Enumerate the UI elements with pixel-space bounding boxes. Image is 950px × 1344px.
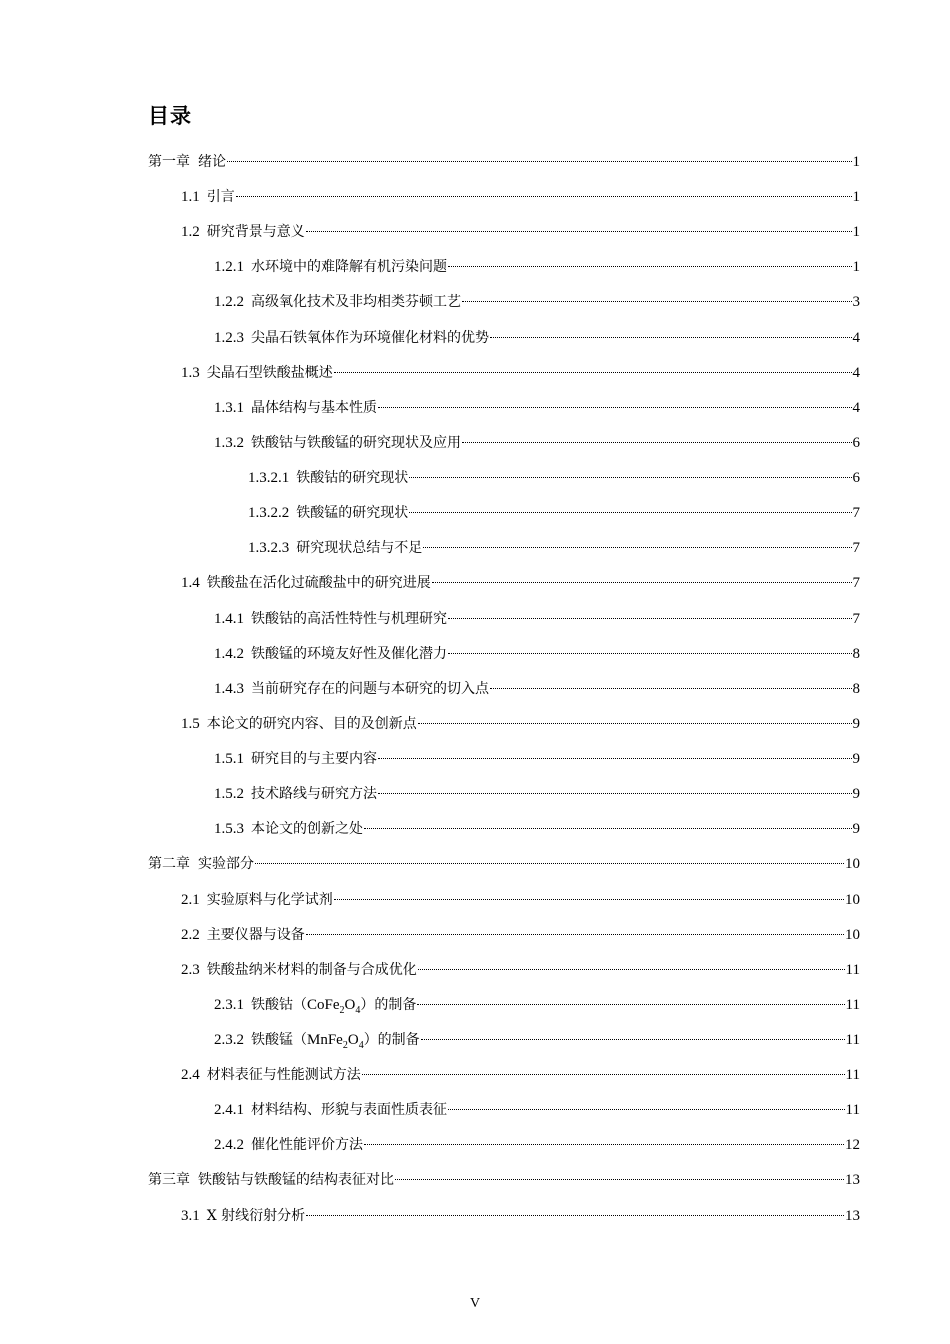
dot-leader xyxy=(334,372,852,373)
toc-entry-number: 2.3.2 xyxy=(214,1032,244,1048)
toc-entry-title: 晶体结构与基本性质 xyxy=(251,399,377,416)
toc-entry-number: 1.5.3 xyxy=(214,821,244,838)
toc-entry-page: 10 xyxy=(845,891,860,908)
toc-entry-page: 8 xyxy=(852,680,860,697)
toc-entry-title-suffix: ）的制备 xyxy=(363,1032,420,1048)
toc-entry-title: 铁酸锰的研究现状 xyxy=(296,505,409,522)
toc-entry-title: 铁酸钴与铁酸锰的结构表征对比 xyxy=(198,1172,394,1189)
toc-entry[interactable] xyxy=(214,993,860,1017)
toc-entry-page: 11 xyxy=(845,1032,860,1048)
toc-entry[interactable] xyxy=(181,571,860,595)
toc-entry[interactable] xyxy=(214,677,860,701)
toc-entry-title: 尖晶石铁氧体作为环境催化材料的优势 xyxy=(251,329,489,346)
toc-entry-page: 9 xyxy=(852,821,860,838)
toc-entry-page: 1 xyxy=(852,154,860,170)
dot-leader xyxy=(362,1074,845,1075)
toc-entry-number: 1.3.1 xyxy=(214,399,244,416)
toc-entry[interactable] xyxy=(181,888,860,912)
toc-entry[interactable] xyxy=(181,958,860,982)
toc-entry[interactable] xyxy=(248,501,860,525)
toc-entry-title: 研究目的与主要内容 xyxy=(251,751,377,768)
dot-leader xyxy=(306,1215,844,1216)
toc-entry[interactable] xyxy=(214,1133,860,1157)
toc-entry[interactable] xyxy=(248,466,860,490)
toc-entry-number: 2.4 xyxy=(181,1067,200,1084)
dot-leader xyxy=(448,618,852,619)
toc-entry-title: 绪论 xyxy=(198,154,226,170)
toc-entry-page: 4 xyxy=(852,364,860,381)
toc-entry-title: 材料表征与性能测试方法 xyxy=(206,1067,361,1084)
toc-entry-number: 1.1 xyxy=(181,189,200,206)
toc-entry-page: 10 xyxy=(845,856,860,873)
toc-entry-title xyxy=(251,1028,420,1054)
toc-entry[interactable] xyxy=(214,782,860,806)
toc-entry-page: 4 xyxy=(852,329,860,346)
toc-chapter-entry[interactable] xyxy=(148,150,860,174)
dot-leader xyxy=(409,477,851,478)
dot-leader xyxy=(490,337,852,338)
toc-entry-page: 4 xyxy=(852,399,860,416)
dot-leader xyxy=(409,512,851,513)
toc-entry-page: 7 xyxy=(852,540,860,557)
formula-element: Fe xyxy=(327,1032,343,1048)
toc-entry-number: 1.4.3 xyxy=(214,680,244,697)
dot-leader xyxy=(417,1004,844,1005)
toc-entry-number: 1.3.2 xyxy=(214,434,244,451)
toc-entry-title: 铁酸钴与铁酸锰的研究现状及应用 xyxy=(251,434,461,451)
toc-entry-title: 铁酸盐在活化过硫酸盐中的研究进展 xyxy=(206,575,431,592)
dot-leader xyxy=(490,688,852,689)
toc-entry[interactable] xyxy=(214,1028,860,1052)
toc-entry-number: 1.3.2.3 xyxy=(248,540,290,557)
toc-entry-page: 7 xyxy=(852,505,860,522)
toc-entry[interactable] xyxy=(214,1098,860,1122)
toc-entry[interactable] xyxy=(214,607,860,631)
toc-entry-number: 2.2 xyxy=(181,926,200,943)
toc-entry-number: 1.5.2 xyxy=(214,786,244,803)
formula-subscript: 2 xyxy=(342,1040,348,1051)
toc-entry-number: 1.3 xyxy=(181,364,200,381)
toc-entry[interactable] xyxy=(214,817,860,841)
chemical-formula xyxy=(307,996,361,1016)
toc-entry-number: 1.4.2 xyxy=(214,645,244,662)
formula-element: O xyxy=(347,1032,359,1048)
dot-leader xyxy=(364,1144,844,1145)
toc-entry[interactable] xyxy=(181,712,860,736)
dot-leader xyxy=(378,758,852,759)
toc-entry-number: 2.1 xyxy=(181,891,200,908)
toc-entry-title: 研究背景与意义 xyxy=(206,224,305,241)
toc-entry-title: 当前研究存在的问题与本研究的切入点 xyxy=(251,680,489,697)
toc-entry-title: 本论文的研究内容、目的及创新点 xyxy=(206,715,417,732)
toc-entry-title: 主要仪器与设备 xyxy=(206,926,305,943)
toc-entry-title: 技术路线与研究方法 xyxy=(251,786,377,803)
dot-leader xyxy=(378,407,852,408)
toc-entry-number: 第一章 xyxy=(148,154,190,170)
formula-subscript: 4 xyxy=(358,1040,364,1051)
toc-entry-number: 1.2 xyxy=(181,224,200,241)
toc-entry-page: 9 xyxy=(852,786,860,803)
dot-leader xyxy=(306,934,844,935)
toc-title: 目录 xyxy=(148,104,192,128)
toc-entry-page: 6 xyxy=(852,434,860,451)
toc-entry-title: 高级氧化技术及非均相类芬顿工艺 xyxy=(251,294,461,311)
toc-entry-number: 1.4.1 xyxy=(214,610,244,627)
toc-entry[interactable] xyxy=(181,923,860,947)
toc-entry[interactable] xyxy=(214,747,860,771)
toc-entry-title-prefix: 铁酸钴（ xyxy=(251,996,307,1013)
toc-entry-title-prefix: 铁酸锰（ xyxy=(251,1032,307,1048)
formula-subscript: 2 xyxy=(339,1004,345,1016)
toc-entry-page: 13 xyxy=(845,1172,860,1189)
toc-entry-title: 铁酸钴的研究现状 xyxy=(296,470,409,487)
formula-subscript: 4 xyxy=(355,1004,361,1016)
toc-entry[interactable] xyxy=(214,642,860,666)
dot-leader xyxy=(448,653,852,654)
toc-entry-page: 9 xyxy=(852,751,860,768)
toc-entry-number: 2.3.1 xyxy=(214,996,244,1013)
dot-leader xyxy=(448,1109,845,1110)
toc-entry-number: 1.5 xyxy=(181,715,200,732)
toc-entry-number: 1.2.3 xyxy=(214,329,244,346)
toc-entry-page: 13 xyxy=(845,1207,860,1224)
toc-entry[interactable] xyxy=(214,326,860,350)
toc-entry-title: 尖晶石型铁酸盐概述 xyxy=(206,364,333,381)
toc-entry-page: 3 xyxy=(852,294,860,311)
dot-leader xyxy=(378,793,852,794)
page-number-footer: V xyxy=(469,1296,481,1311)
toc-entry-title: 实验部分 xyxy=(198,856,254,873)
toc-entry-page: 11 xyxy=(845,1067,860,1084)
formula-element: Fe xyxy=(324,996,340,1013)
toc-entry[interactable] xyxy=(181,1204,860,1228)
dot-leader xyxy=(448,266,852,267)
toc-entry-page: 9 xyxy=(852,715,860,732)
chemical-formula xyxy=(307,1032,364,1051)
toc-entry-number: 第二章 xyxy=(148,856,190,873)
toc-entry[interactable] xyxy=(214,255,860,279)
toc-entry-page: 12 xyxy=(845,1137,860,1154)
toc-entry[interactable] xyxy=(248,536,860,560)
toc-entry-page: 11 xyxy=(845,961,860,978)
toc-entry-title-suffix: ）的制备 xyxy=(360,996,417,1013)
formula-element: Co xyxy=(307,996,325,1013)
toc-entry-title: 本论文的创新之处 xyxy=(251,821,363,838)
dot-leader xyxy=(432,582,852,583)
toc-entry[interactable] xyxy=(181,361,860,385)
toc-entry[interactable] xyxy=(214,396,860,420)
toc-chapter-entry[interactable] xyxy=(148,1168,860,1192)
dot-leader xyxy=(227,161,852,162)
dot-leader xyxy=(334,899,844,900)
toc-entry-title: 水环境中的难降解有机污染问题 xyxy=(251,259,447,276)
toc-entry-title xyxy=(251,993,416,1019)
dot-leader xyxy=(306,231,852,232)
toc-entry-number: 2.4.2 xyxy=(214,1137,244,1154)
toc-chapter-entry[interactable] xyxy=(148,852,860,876)
dot-leader xyxy=(423,547,851,548)
toc-entry-number: 2.4.1 xyxy=(214,1102,244,1119)
toc-entry-number: 3.1 xyxy=(181,1207,200,1224)
dot-leader xyxy=(236,196,852,197)
toc-entry[interactable] xyxy=(181,220,860,244)
dot-leader xyxy=(418,723,852,724)
toc-entry-page: 10 xyxy=(845,926,860,943)
toc-entry-page: 7 xyxy=(852,610,860,627)
toc-entry-title: 材料结构、形貌与表面性质表征 xyxy=(251,1102,447,1119)
formula-element: Mn xyxy=(307,1032,328,1048)
toc-entry-number: 第三章 xyxy=(148,1172,190,1189)
toc-entry-page: 1 xyxy=(852,259,860,276)
dot-leader xyxy=(418,969,845,970)
dot-leader xyxy=(255,863,844,864)
toc-entry-number: 2.3 xyxy=(181,961,200,978)
toc-entry-number: 1.3.2.2 xyxy=(248,505,290,522)
toc-entry[interactable] xyxy=(214,290,860,314)
toc-entry-page: 7 xyxy=(852,575,860,592)
formula-element: O xyxy=(344,996,356,1013)
toc-entry-number: 1.5.1 xyxy=(214,751,244,768)
toc-entry[interactable] xyxy=(181,185,860,209)
toc-entry-page: 8 xyxy=(852,645,860,662)
toc-entry-number: 1.2.1 xyxy=(214,259,244,276)
toc-entry-title: 催化性能评价方法 xyxy=(251,1137,363,1154)
toc-entry-title: X 射线衍射分析 xyxy=(206,1207,306,1224)
toc-entry-page: 1 xyxy=(852,189,860,206)
toc-entry-page: 11 xyxy=(845,996,860,1013)
toc-entry-page: 6 xyxy=(852,470,860,487)
dot-leader xyxy=(462,442,852,443)
toc-entry-title: 研究现状总结与不足 xyxy=(296,540,423,557)
toc-entry-title: 引言 xyxy=(206,189,235,206)
toc-entry-title: 铁酸钴的高活性特性与机理研究 xyxy=(251,610,447,627)
toc-entry-number: 1.2.2 xyxy=(214,294,244,311)
toc-entry-number: 1.4 xyxy=(181,575,200,592)
dot-leader xyxy=(421,1039,845,1040)
toc-entry-number: 1.3.2.1 xyxy=(248,470,290,487)
dot-leader xyxy=(364,828,852,829)
toc-entry[interactable] xyxy=(181,1063,860,1087)
toc-entry[interactable] xyxy=(214,431,860,455)
toc-entry-title: 铁酸盐纳米材料的制备与合成优化 xyxy=(206,961,417,978)
dot-leader xyxy=(462,301,852,302)
toc-entry-page: 11 xyxy=(845,1102,860,1119)
toc-entry-page: 1 xyxy=(852,224,860,241)
toc-entry-title: 铁酸锰的环境友好性及催化潜力 xyxy=(251,645,447,662)
toc-entry-title: 实验原料与化学试剂 xyxy=(206,891,333,908)
dot-leader xyxy=(395,1179,844,1180)
